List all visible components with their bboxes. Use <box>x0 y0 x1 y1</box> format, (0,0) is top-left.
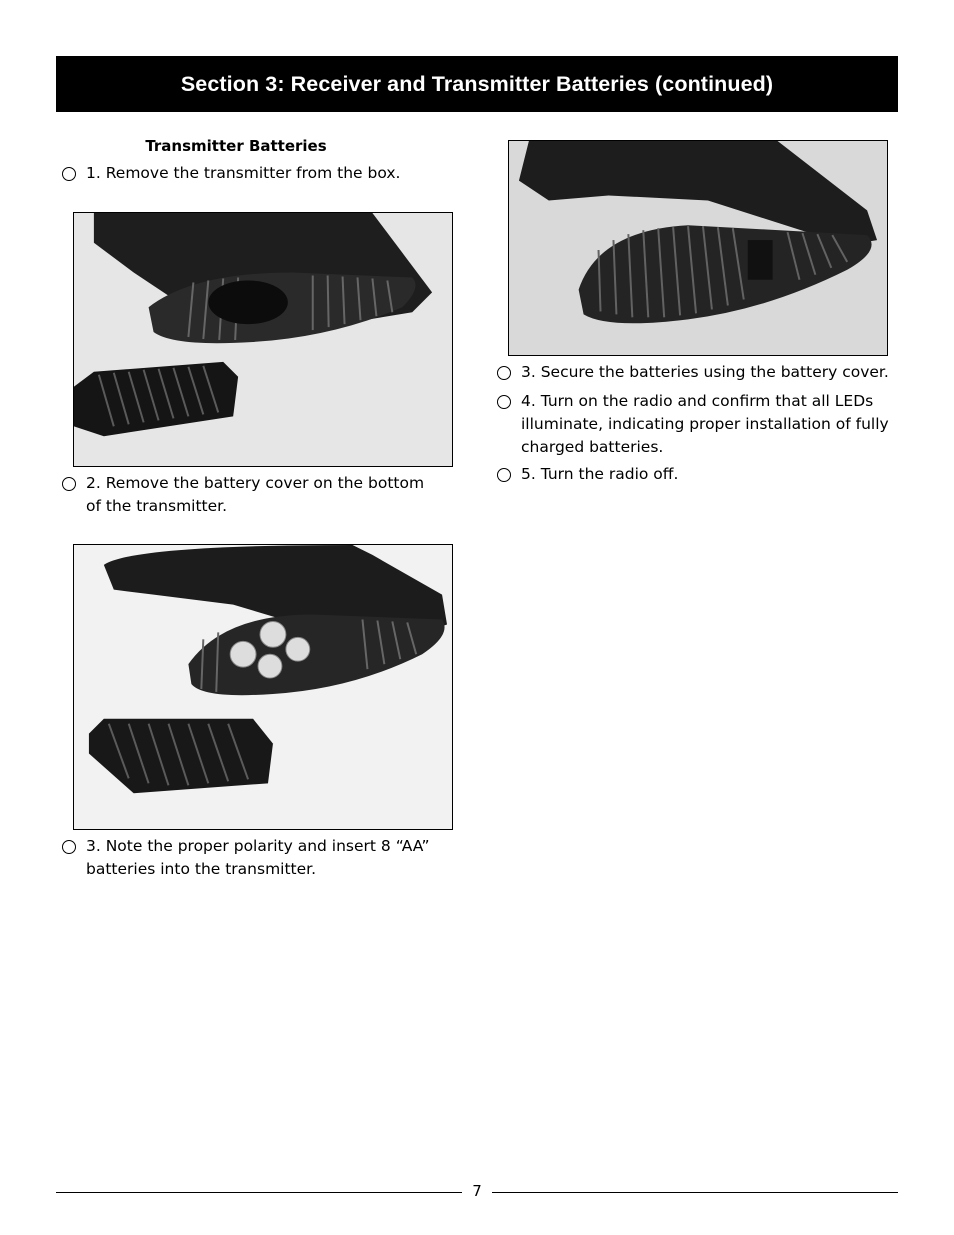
checkbox-icon <box>497 366 511 380</box>
footer-rule-right <box>492 1192 898 1193</box>
step-text: 4. Turn on the radio and confirm that all LEDs illuminate, indicating proper installation of fully charged batteries. <box>521 392 889 456</box>
checkbox-icon <box>62 167 76 181</box>
footer-rule-left <box>56 1192 462 1193</box>
photo-batteries-inserted <box>73 544 453 830</box>
photo-cover-secured <box>508 140 888 356</box>
step-text: 2. Remove the battery cover on the bottom of the transmitter. <box>86 474 425 515</box>
checkbox-icon <box>62 477 76 491</box>
step-confirm-leds <box>497 390 897 459</box>
step-text: 3. Note the proper polarity and insert 8 “AA” batteries into the transmitter. <box>86 837 430 878</box>
checkbox-icon <box>497 468 511 482</box>
checkbox-icon <box>62 840 76 854</box>
page-number: 7 <box>472 1182 482 1200</box>
photo-transmitter-cover-removed <box>73 212 453 467</box>
step-text: 3. Secure the batteries using the battery cover. <box>521 363 889 381</box>
step-text: 5. Turn the radio off. <box>521 465 679 483</box>
step-insert-batteries <box>62 835 452 881</box>
step-turn-radio-off <box>497 463 897 486</box>
step-remove-transmitter <box>62 162 442 185</box>
section-header <box>56 56 898 112</box>
step-remove-battery-cover <box>62 472 442 518</box>
step-text: 1. Remove the transmitter from the box. <box>86 164 401 182</box>
transmitter-batteries-heading: Transmitter Batteries <box>145 137 327 155</box>
step-secure-batteries <box>497 361 897 384</box>
checkbox-icon <box>497 395 511 409</box>
section-title: Section 3: Receiver and Transmitter Batteries (continued) <box>180 71 774 96</box>
